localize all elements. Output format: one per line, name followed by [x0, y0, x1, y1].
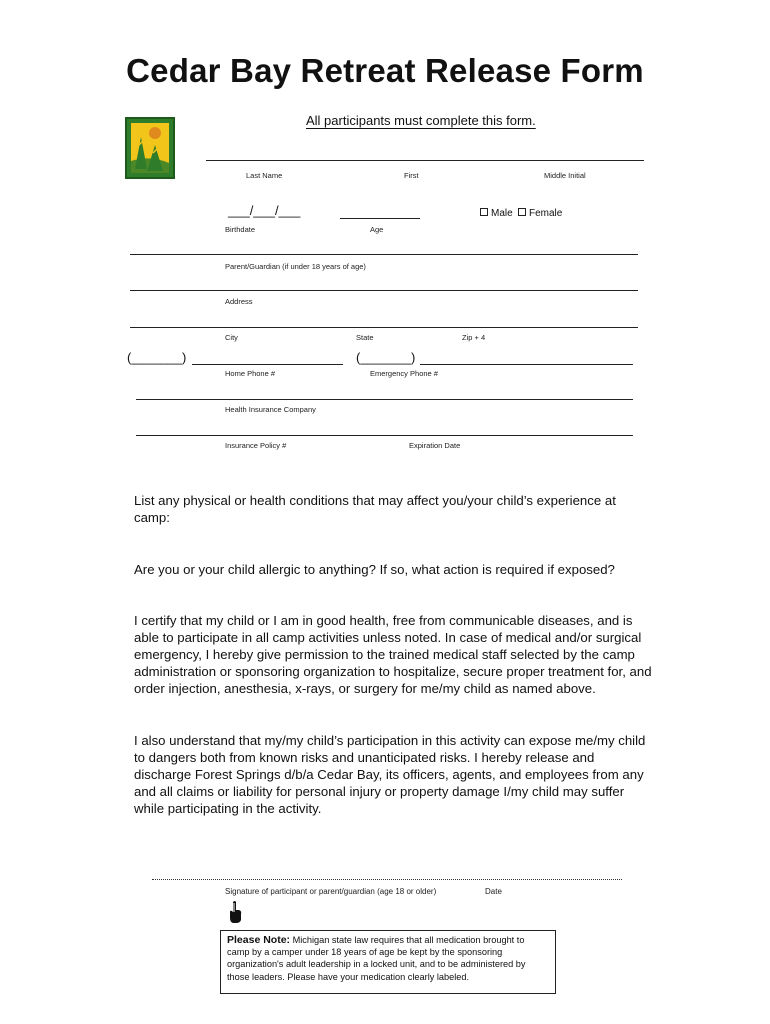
male-label: Male [491, 208, 513, 219]
first-name-label: First [404, 171, 419, 180]
city-label: City [225, 333, 238, 342]
health-conditions-question: List any physical or health conditions that may affect you/your child’s experience at camp: [134, 493, 616, 525]
female-checkbox[interactable] [518, 208, 562, 219]
insurance-policy-label: Insurance Policy # [225, 441, 287, 450]
zip-label: Zip + 4 [462, 333, 486, 342]
signature-line[interactable] [152, 879, 622, 880]
health-insurance-line[interactable] [136, 399, 633, 400]
home-phone-area-code[interactable]: (_______) [127, 350, 187, 365]
expiration-date-label: Expiration Date [409, 441, 461, 450]
age-field[interactable] [340, 218, 420, 219]
pointing-hand-icon [226, 900, 244, 924]
signature-date-label: Date [485, 887, 502, 896]
allergy-question: Are you or your child allergic to anything? If so, what action is required if exposed? [134, 562, 615, 577]
female-label: Female [529, 208, 563, 219]
emergency-phone-area-code[interactable]: (_______) [356, 350, 416, 365]
address-label: Address [225, 297, 253, 306]
address-line[interactable] [130, 290, 638, 291]
signature-label: Signature of participant or parent/guardian (age 18 or older) [225, 887, 437, 896]
emergency-phone-label: Emergency Phone # [370, 369, 438, 378]
name-line[interactable] [206, 160, 644, 161]
note-heading: Please Note: [227, 934, 291, 946]
male-checkbox-box[interactable] [480, 208, 488, 216]
insurance-policy-line[interactable] [136, 435, 633, 436]
birthdate-field[interactable]: ___/___/___ [228, 203, 301, 218]
release-paragraph: I also understand that my/my child’s participation in this activity can expose me/my child to dangers both from known risks and unanticipated risks. I hereby release and discharge Forest Springs d/b/a Cedar Bay, its officers, agents, and employees from any and all claims or liability for personal injury or property damage I/my child may suffer while participating in the activity. [134, 733, 646, 816]
parent-guardian-line[interactable] [130, 254, 638, 255]
form-subtitle: All participants must complete this form. [306, 113, 536, 128]
parent-guardian-label: Parent/Guardian (if under 18 years of age) [225, 262, 366, 271]
cedar-tree-logo-icon [125, 117, 175, 179]
male-checkbox[interactable] [480, 208, 513, 219]
birthdate-label: Birthdate [225, 225, 256, 234]
city-state-zip-line[interactable] [130, 327, 638, 328]
health-insurance-label: Health Insurance Company [225, 405, 316, 414]
certify-paragraph: I certify that my child or I am in good health, free from communicable diseases, and is able to participate in all camp activities unless noted. In case of medical and/or surgical emergency, I hereby give permission to the trained medical staff selected by the camp administration or sponsoring organization to hospitalize, secure proper treatment for, and order injection, anesthesia, x-rays, or surgery for me/my child as named above. [134, 613, 652, 696]
middle-initial-label: Middle Initial [544, 171, 586, 180]
medication-note [220, 930, 556, 994]
female-checkbox-box[interactable] [518, 208, 526, 216]
note-text: Michigan state law requires that all medication brought to camp by a camper under 18 years of age be kept by the sponsoring organization's adult leadership in a locked unit, and to be administered by those leaders. Please have your medication clearly labeled. [227, 935, 526, 982]
home-phone-label: Home Phone # [225, 369, 276, 378]
state-label: State [356, 333, 374, 342]
home-phone-field[interactable] [192, 364, 343, 365]
emergency-phone-field[interactable] [420, 364, 633, 365]
last-name-label: Last Name [246, 171, 283, 180]
form-title: Cedar Bay Retreat Release Form [126, 52, 644, 89]
age-label: Age [370, 225, 384, 234]
